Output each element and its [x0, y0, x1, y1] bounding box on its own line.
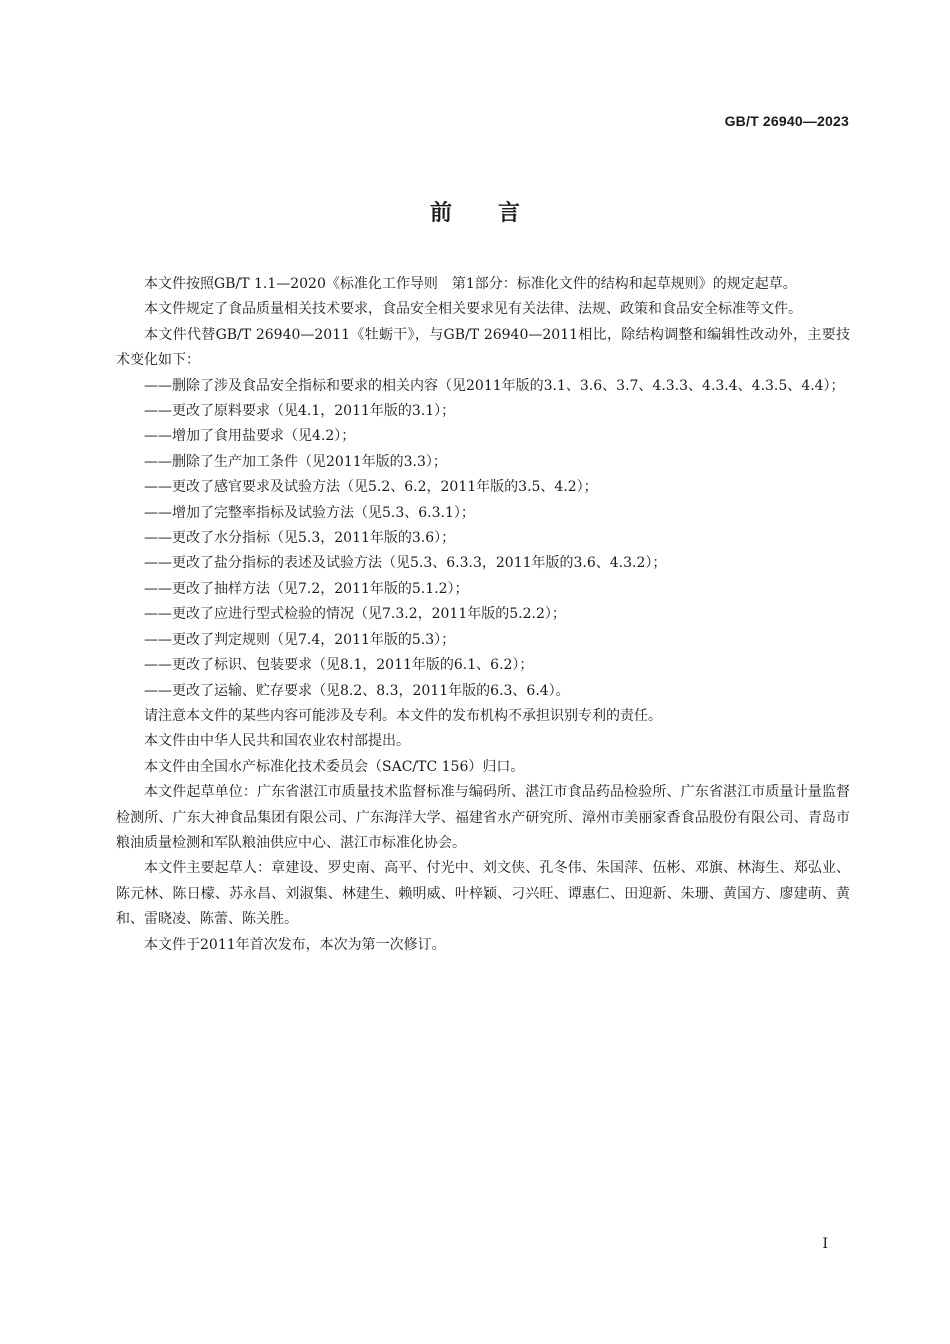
change-list-item: ——更改了判定规则（见7.4，2011年版的5.3）；: [144, 631, 456, 648]
change-list-item: ——更改了原料要求（见4.1，2011年版的3.1）；: [144, 403, 456, 420]
change-list-item: ——更改了盐分指标的表述及试验方法（见5.3、6.3.3，2011年版的3.6、4.3.2）；: [144, 555, 667, 572]
paragraph: 本文件主要起草人：章建设、罗史南、高平、付光中、刘文侠、孔冬伟、朱国萍、伍彬、邓旗、林海生、郑弘业、陈元林、陈日檬、苏永昌、刘淑集、林建生、赖明威、叶梓颖、刁兴旺、谭惠仁、田迎新、朱珊、黄国方、廖建萌、黄和、雷晓凌、陈蕾、陈关胜。: [116, 860, 850, 928]
change-list-item: ——增加了食用盐要求（见4.2）；: [144, 428, 356, 445]
paragraph: 本文件代替GB/T 26940—2011《牡蛎干》，与GB/T 26940—2011相比，除结构调整和编辑性改动外，主要技术变化如下：: [116, 326, 850, 369]
paragraph: 本文件由中华人民共和国农业农村部提出。: [144, 733, 410, 750]
change-list-item: ——更改了运输、贮存要求（见8.2、8.3，2011年版的6.3、6.4）。: [144, 682, 570, 699]
paragraph: 本文件按照GB/T 1.1—2020《标准化工作导则 第1部分：标准化文件的结构和起草规则》的规定起草。: [144, 276, 797, 292]
page-number: I: [822, 1236, 828, 1252]
change-list-item: ——删除了生产加工条件（见2011年版的3.3）；: [144, 453, 447, 470]
paragraph: 本文件由全国水产标准化技术委员会（SAC/TC 156）归口。: [144, 758, 525, 775]
change-list-item: ——删除了涉及食品安全指标和要求的相关内容（见2011年版的3.1、3.6、3.7、4.3.3、4.3.4、4.3.5、4.4）；: [144, 377, 845, 394]
change-list-item: ——增加了完整率指标及试验方法（见5.3、6.3.1）；: [144, 504, 475, 521]
change-list-item: ——更改了标识、包装要求（见8.1，2011年版的6.1、6.2）；: [144, 657, 534, 674]
document-body: [116, 272, 850, 958]
change-list-item: ——更改了水分指标（见5.3，2011年版的3.6）；: [144, 530, 456, 547]
paragraph: 请注意本文件的某些内容可能涉及专利。本文件的发布机构不承担识别专利的责任。: [144, 707, 662, 724]
standard-code: GB/T 26940—2023: [724, 113, 849, 129]
page-title: 前言: [429, 201, 566, 226]
paragraph: 本文件起草单位：广东省湛江市质量技术监督标准与编码所、湛江市食品药品检验所、广东省湛江市质量计量监督检测所、广东大神食品集团有限公司、广东海洋大学、福建省水产研究所、漳州市美丽家香食品股份有限公司、青岛市粮油质量检测和军队粮油供应中心、湛江市标准化协会。: [116, 784, 850, 851]
paragraph: 本文件于2011年首次发布，本次为第一次修订。: [144, 936, 446, 953]
paragraph: 本文件规定了食品质量相关技术要求，食品安全相关要求见有关法律、法规、政策和食品安全标准等文件。: [144, 301, 802, 318]
change-list-item: ——更改了应进行型式检验的情况（见7.3.2，2011年版的5.2.2）；: [144, 606, 566, 623]
change-list-item: ——更改了感官要求及试验方法（见5.2、6.2，2011年版的3.5、4.2）；: [144, 479, 598, 496]
change-list-item: ——更改了抽样方法（见7.2，2011年版的5.1.2）；: [144, 580, 469, 597]
